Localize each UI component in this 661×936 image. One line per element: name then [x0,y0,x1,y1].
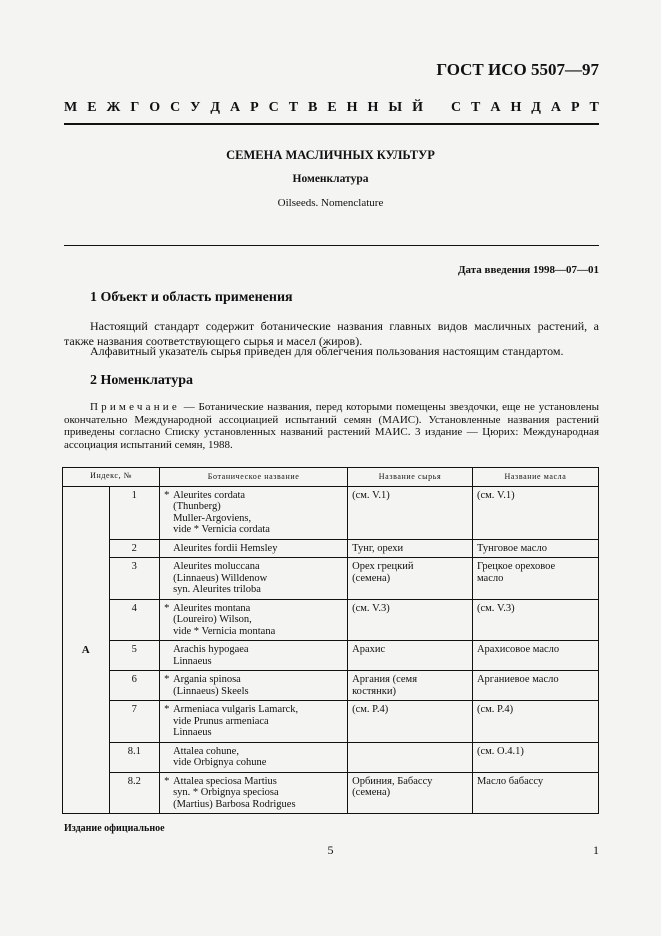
table-row [63,599,599,641]
middle-rule [64,245,599,246]
banner-letter: С [170,100,181,115]
oil-name-line: Масло бабассу [476,775,544,787]
botanical-text: Attalea speciosa Martius [173,775,277,787]
botanical-line [164,603,343,615]
botanical-text: vide Orbignya cohune [173,757,267,768]
raw-material-line: (см. P.4) [352,704,389,715]
botanical-name-cell [160,599,348,641]
botanical-text: Muller-Argoviens, [173,512,252,524]
header-raw: Название сырья [348,468,473,487]
botanical-line [164,686,343,698]
botanical-text: Aleurites fordii Hemsley [173,542,278,554]
banner-letter: У [190,100,201,115]
raw-material-cell [348,742,473,772]
provisional-star: * [164,489,170,501]
botanical-name-cell [160,772,348,814]
index-number-cell: 5 [109,641,160,671]
banner-letter: Е [327,100,337,115]
botanical-line [164,787,343,799]
banner-letter: Г [130,100,140,115]
botanical-text: Arachis hypogaea [173,644,249,655]
botanical-text: syn. Aleurites triloba [173,584,261,595]
banner-letter: Д [210,100,221,115]
banner-letter: Р [571,100,580,115]
provisional-star: * [164,674,170,685]
banner-letter: Р [250,100,259,115]
botanical-line [164,674,343,686]
botanical-name-cell [160,671,348,701]
index-number-cell: 1 [109,486,160,539]
table-row [63,641,599,671]
banner-letter: Е [87,100,97,115]
botanical-line [164,490,343,502]
banner-letter: С [268,100,279,115]
botanical-text: vide * Vernicia cordata [173,524,270,535]
botanical-text: Aleurites montana [173,602,251,614]
botanical-line [164,501,343,513]
note-label: Примечание [90,401,180,413]
page-number: 5 [327,843,334,857]
raw-material-cell [348,558,473,600]
table-body [63,486,599,814]
index-number-cell: 8.1 [109,742,160,772]
note-paragraph [64,401,599,451]
oil-name-line: Арганиевое масло [476,674,559,685]
header-oil: Название масла [472,468,598,487]
botanical-text: Linnaeus [173,727,212,738]
banner-letter: Т [288,100,299,115]
oil-name-line: Тунговое масло [476,542,547,554]
botanical-line [164,776,343,788]
botanical-line [164,561,343,573]
raw-material-line: (см. V.3) [352,602,390,614]
botanical-text: Aleurites cordata [173,489,246,501]
provisional-star: * [164,704,170,715]
table-row [63,742,599,772]
section-1-paragraph-2: Алфавитный указатель сырья приведен для облегчения пользования настоящим стандартом. [90,344,564,358]
botanical-text: (Martius) Barbosa Rodrigues [173,798,296,810]
botanical-line [164,543,343,555]
document-subtitle: Номенклатура [292,173,369,185]
botanical-text: syn. * Orbignya speciosa [173,787,279,798]
botanical-text: vide Prunus armeniaca [173,715,269,727]
raw-material-line: (семена) [352,787,391,798]
table-row [63,486,599,539]
section-2-heading: 2 Номенклатура [90,373,193,388]
raw-material-line: Орбиния, Бабассу [352,775,433,787]
botanical-text: (Loureiro) Wilson, [173,614,252,625]
oil-name-cell [472,742,598,772]
botanical-line [164,716,343,728]
top-rule [64,123,599,125]
index-number-cell: 4 [109,599,160,641]
botanical-line [164,727,343,739]
botanical-name-cell [160,701,348,743]
botanical-text: Argania spinosa [173,674,241,685]
banner-gap [433,100,441,116]
table-row [63,701,599,743]
banner-letter: Д [531,100,541,115]
botanical-line [164,614,343,626]
botanical-line [164,757,343,769]
botanical-line [164,584,343,596]
table-row [63,558,599,600]
raw-material-cell [348,486,473,539]
botanical-text: (Linnaeus) Willdenow [173,572,268,584]
botanical-text: vide * Vernicia montana [173,625,276,637]
banner-letter: Т [589,100,599,115]
oil-name-cell [472,486,598,539]
botanical-line [164,513,343,525]
oil-name-line: (см. P.4) [476,704,514,715]
botanical-line [164,626,343,638]
provisional-star: * [164,775,170,787]
banner-letter: А [550,100,562,115]
oil-name-line: Арахисовое масло [476,644,560,655]
botanical-line [164,524,343,536]
note-text: — Ботанические названия, перед которыми помещены звездочки, еще не установлены окончательно Международной ассоциацией испытаний семян (МАИС). Установленные названия растений приведены согласно Списку установленных названий растений МАИС. 3 издание — Цюрих: Международная ассоциация испытаний семян, 1988. [64,401,599,451]
introduction-date: Дата введения 1998—07—01 [457,264,599,276]
banner-letter: А [490,100,501,115]
index-number-cell: 2 [109,539,160,558]
botanical-text: Aleurites moluccana [173,561,260,572]
raw-material-line: костянки) [352,685,396,697]
oil-name-line: масло [476,572,504,584]
banner-letter: В [308,100,318,115]
banner-letter: Ж [106,100,121,115]
table-row [63,772,599,814]
botanical-text: Linnaeus [173,655,212,667]
raw-material-cell [348,599,473,641]
botanical-name-cell [160,742,348,772]
raw-material-line: Аргания (семя [352,674,418,685]
banner-letter: Т [471,100,481,115]
botanical-text: Armeniaca vulgaris Lamarck, [173,704,299,715]
botanical-text: (Thunberg) [173,501,221,512]
oil-name-cell [472,558,598,600]
botanical-name-cell [160,486,348,539]
raw-material-line: Арахис [352,644,386,655]
index-number-cell: 7 [109,701,160,743]
section-1-paragraph-1: Настоящий стандарт содержит ботанические названия главных видов масличных растений, а также названия соответствующего сырья и масел (жиров). [64,319,599,348]
botanical-line [164,573,343,585]
raw-material-line: Тунг, орехи [352,542,404,554]
raw-material-line: Орех грецкий [352,561,414,572]
botanical-text: (Linnaeus) Skeels [173,685,249,697]
oil-name-line: (см. O.4.1) [476,745,524,757]
oil-name-line: Грецкое ореховое [476,561,556,572]
raw-material-cell [348,539,473,558]
raw-material-cell [348,641,473,671]
botanical-line [164,799,343,811]
banner-letter: Н [510,100,522,115]
index-number-cell: 8.2 [109,772,160,814]
document-code: ГОСТ ИСО 5507—97 [436,60,599,79]
banner-letter: Ы [388,100,403,115]
raw-material-cell [348,772,473,814]
document-title: СЕМЕНА МАСЛИЧНЫХ КУЛЬТУР [226,148,435,162]
botanical-line [164,656,343,668]
banner-letter: О [149,100,161,115]
index-letter-cell: А [63,486,110,814]
oil-name-cell [472,641,598,671]
botanical-name-cell [160,641,348,671]
banner-letter: А [230,100,241,115]
oil-name-cell [472,772,598,814]
standard-banner [64,100,599,116]
table-row [63,539,599,558]
botanical-text: Attalea cohune, [173,745,239,757]
english-title: Oilseeds. Nomenclature [277,197,384,209]
oil-name-cell [472,539,598,558]
botanical-name-cell [160,558,348,600]
oil-name-cell [472,671,598,701]
provisional-star: * [164,602,170,614]
nomenclature-table [62,467,599,814]
oil-name-line: (см. V.3) [476,602,515,614]
index-number-cell: 6 [109,671,160,701]
table-row [63,671,599,701]
section-1-heading: 1 Объект и область применения [90,290,293,305]
raw-material-cell [348,701,473,743]
raw-material-line: (см. V.1) [352,489,390,501]
header-index: Индекс, № [63,468,160,487]
sheet-number: 1 [593,843,599,857]
banner-letter: М [64,100,78,115]
raw-material-cell [348,671,473,701]
botanical-line [164,644,343,656]
oil-name-line: (см. V.1) [476,489,515,501]
oil-name-cell [472,599,598,641]
header-botanical: Ботаническое название [160,468,348,487]
banner-letter: Н [346,100,358,115]
raw-material-line: (семена) [352,572,391,584]
index-number-cell: 3 [109,558,160,600]
table-header-row [63,468,599,487]
banner-letter: Й [412,100,423,115]
oil-name-cell [472,701,598,743]
botanical-line [164,746,343,758]
banner-letter: С [450,100,462,115]
botanical-line [164,704,343,716]
official-edition-note: Издание официальное [64,823,165,834]
botanical-name-cell [160,539,348,558]
banner-letter: Н [367,100,379,115]
